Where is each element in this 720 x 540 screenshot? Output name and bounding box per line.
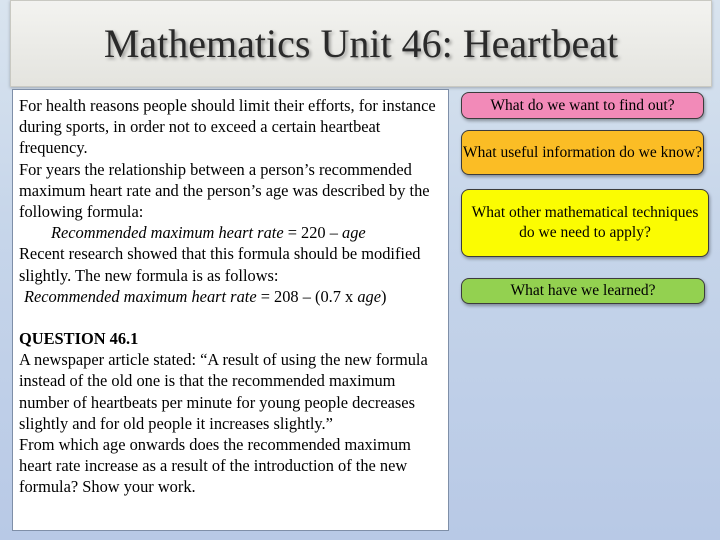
old-formula [19,222,442,243]
new-formula-lhs: Recommended maximum heart rate [24,286,257,306]
find-out-prompt [461,92,704,119]
new-formula-var: age [357,286,382,306]
problem-text-box [12,89,449,531]
spacer [19,307,442,328]
new-formula-paragraph: Recent research showed that this formula should be modified slightly. The new formula is as follows: [19,244,421,285]
new-formula [19,286,442,307]
new-formula-mid: = 208 – (0.7 x [256,286,358,306]
question-body: A newspaper article stated: “A result of using the new formula instead of the old one is that the recommended maximum number of heartbeats per minute for young people decreases slightly and for old people it increases slightly.” [19,350,428,433]
new-formula-end: ) [381,286,387,306]
intro-paragraph: For health reasons people should limit their efforts, for instance during sports, in order not to exceed a certain heartbeat frequency. [19,96,436,158]
old-formula-var: age [342,223,366,243]
old-formula-paragraph: For years the relationship between a person’s recommended maximum heart rate and the person’s age was described by the following formula: [19,159,430,222]
learned-label: What have we learned? [510,282,656,299]
question-title: QUESTION 46.1 [19,329,139,349]
techniques-prompt [461,189,709,257]
techniques-label: What other mathematical techniques do we need to apply? [471,204,699,241]
find-out-label: What do we want to find out? [490,96,675,114]
useful-info-prompt [461,130,704,175]
title-bar [10,0,712,87]
question-ask: From which age onwards does the recommended maximum heart rate increase as a result of the introduction of the new formula? Show your work. [19,435,411,497]
learned-prompt [461,278,705,304]
old-formula-mid: = 220 – [283,223,343,243]
slide-title: Mathematics Unit 46: Heartbeat [103,21,619,66]
useful-info-label: What useful information do we know? [463,143,702,161]
old-formula-lhs: Recommended maximum heart rate [51,223,284,243]
